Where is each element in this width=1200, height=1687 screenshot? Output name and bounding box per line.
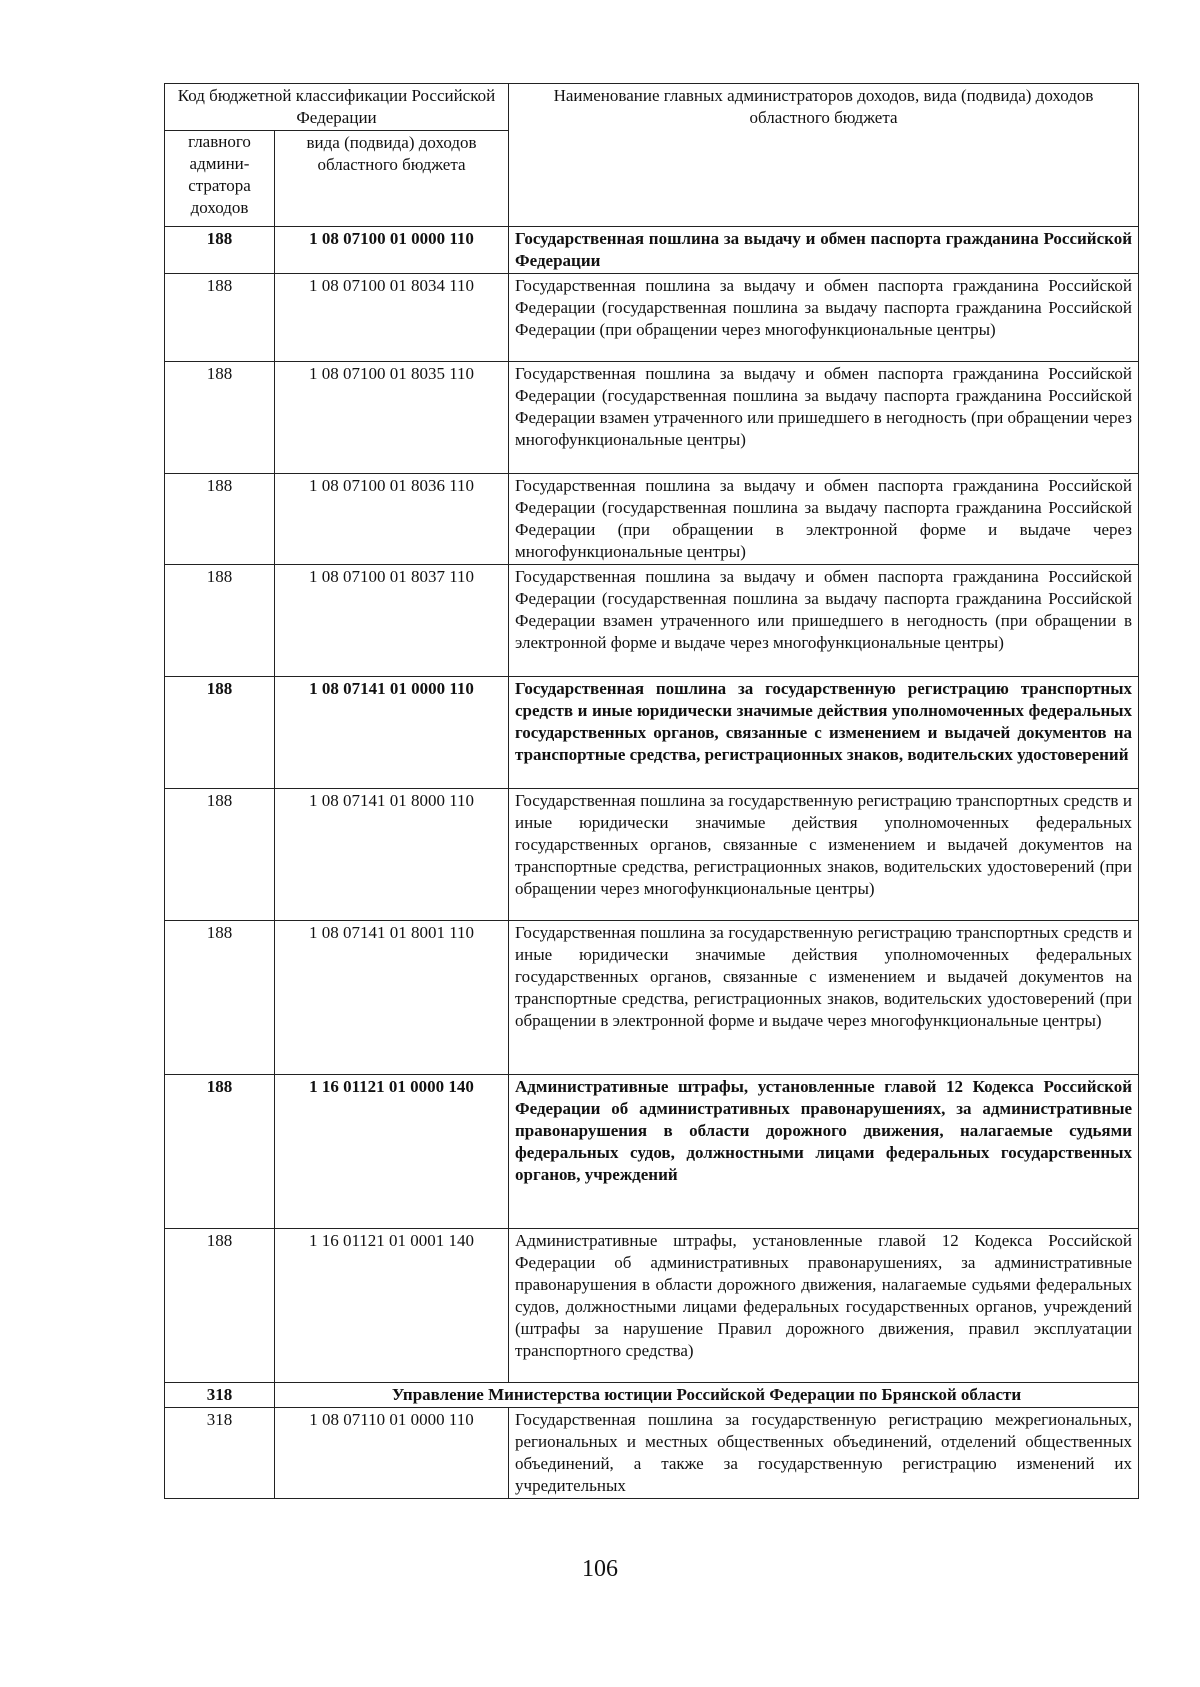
income-code-cell: 1 08 07110 01 0000 110: [275, 1408, 509, 1499]
table-row: [165, 274, 1139, 362]
income-code-cell: 1 08 07100 01 8034 110: [275, 274, 509, 362]
admin-code-cell: 188: [165, 474, 275, 565]
table-row: [165, 789, 1139, 921]
income-code-cell: 1 16 01121 01 0000 140: [275, 1075, 509, 1229]
name-column-header: Наименование главных администраторов доходов, вида (подвида) доходов областного бюджета: [509, 84, 1139, 227]
admin-code-cell: 188: [165, 1229, 275, 1383]
table-row: [165, 1229, 1139, 1383]
income-name-cell: Государственная пошлина за выдачу и обмен паспорта гражданина Российской Федерации (государственная пошлина за выдачу паспорта гражданина Российской Федерации взамен утраченного или пришедшего в негодность (при обращении в электронной форме и выдаче через многофункциональные центры): [509, 565, 1139, 677]
income-name-cell: Государственная пошлина за государственную регистрацию транспортных средств и иные юридически значимые действия уполномоченных федеральных государственных органов, связанные с изменением и выдачей документов на транспортные средства, регистрационных знаков, водительских удостоверений (при обращении в электронной форме и выдаче через многофункциональные центры): [509, 921, 1139, 1075]
code-group-header: Код бюджетной классификации Российской Федерации: [165, 84, 509, 131]
section-row: [165, 1383, 1139, 1408]
type-column-header: вида (подвида) доходов областного бюджета: [275, 131, 509, 227]
income-code-cell: 1 08 07141 01 0000 110: [275, 677, 509, 789]
table-header-row: [165, 84, 1139, 131]
table-row: [165, 921, 1139, 1075]
table-row: [165, 565, 1139, 677]
admin-code-cell: 188: [165, 677, 275, 789]
section-title-cell: Управление Министерства юстиции Российской Федерации по Брянской области: [275, 1383, 1139, 1408]
admin-code-cell: 188: [165, 565, 275, 677]
income-code-cell: 1 08 07100 01 0000 110: [275, 227, 509, 274]
admin-code-cell: 318: [165, 1408, 275, 1499]
income-code-cell: 1 08 07100 01 8035 110: [275, 362, 509, 474]
income-name-cell: Государственная пошлина за выдачу и обмен паспорта гражданина Российской Федерации: [509, 227, 1139, 274]
admin-column-header: главного админи-стратора доходов: [165, 131, 275, 227]
admin-code-cell: 188: [165, 789, 275, 921]
income-name-cell: Государственная пошлина за государственную регистрацию транспортных средств и иные юридически значимые действия уполномоченных федеральных государственных органов, связанные с изменением и выдачей документов на транспортные средства, регистрационных знаков, водительских удостоверений (при обращении через многофункциональные центры): [509, 789, 1139, 921]
income-code-cell: 1 08 07141 01 8000 110: [275, 789, 509, 921]
table-row: [165, 362, 1139, 474]
admin-code-cell: 188: [165, 1075, 275, 1229]
income-code-cell: 1 08 07100 01 8036 110: [275, 474, 509, 565]
income-code-cell: 1 08 07100 01 8037 110: [275, 565, 509, 677]
table-row: [165, 227, 1139, 274]
income-name-cell: Государственная пошлина за выдачу и обмен паспорта гражданина Российской Федерации (государственная пошлина за выдачу паспорта гражданина Российской Федерации (при обращении в электронной форме и выдаче через многофункциональные центры): [509, 474, 1139, 565]
table-row: [165, 677, 1139, 789]
budget-classification-table: [164, 83, 1139, 1499]
income-name-cell: Государственная пошлина за выдачу и обмен паспорта гражданина Российской Федерации (государственная пошлина за выдачу паспорта гражданина Российской Федерации взамен утраченного или пришедшего в негодность (при обращении через многофункциональные центры): [509, 362, 1139, 474]
page-number: 106: [582, 1556, 618, 1582]
table-row: [165, 1075, 1139, 1229]
admin-code-cell: 188: [165, 921, 275, 1075]
table-row: [165, 1408, 1139, 1499]
income-name-cell: Государственная пошлина за государственную регистрацию транспортных средств и иные юридически значимые действия уполномоченных федеральных государственных органов, связанные с изменением и выдачей документов на транспортные средства, регистрационных знаков, водительских удостоверений: [509, 677, 1139, 789]
income-code-cell: 1 16 01121 01 0001 140: [275, 1229, 509, 1383]
income-name-cell: Государственная пошлина за государственную регистрацию межрегиональных, региональных и местных общественных объединений, отделений общественных объединений, а также за государственную регистрацию изменений их учредительных: [509, 1408, 1139, 1499]
section-admin-code-cell: 318: [165, 1383, 275, 1408]
admin-code-cell: 188: [165, 227, 275, 274]
income-name-cell: Государственная пошлина за выдачу и обмен паспорта гражданина Российской Федерации (государственная пошлина за выдачу паспорта гражданина Российской Федерации (при обращении через многофункциональные центры): [509, 274, 1139, 362]
income-name-cell: Административные штрафы, установленные главой 12 Кодекса Российской Федерации об административных правонарушениях, за административные правонарушения в области дорожного движения, налагаемые судьями федеральных судов, должностными лицами федеральных государственных органов, учреждений (штрафы за нарушение Правил дорожного движения, правил эксплуатации транспортного средства): [509, 1229, 1139, 1383]
admin-code-cell: 188: [165, 274, 275, 362]
income-name-cell: Административные штрафы, установленные главой 12 Кодекса Российской Федерации об административных правонарушениях, за административные правонарушения в области дорожного движения, налагаемые судьями федеральных судов, должностными лицами федеральных государственных органов, учреждений: [509, 1075, 1139, 1229]
admin-code-cell: 188: [165, 362, 275, 474]
table-row: [165, 474, 1139, 565]
income-code-cell: 1 08 07141 01 8001 110: [275, 921, 509, 1075]
